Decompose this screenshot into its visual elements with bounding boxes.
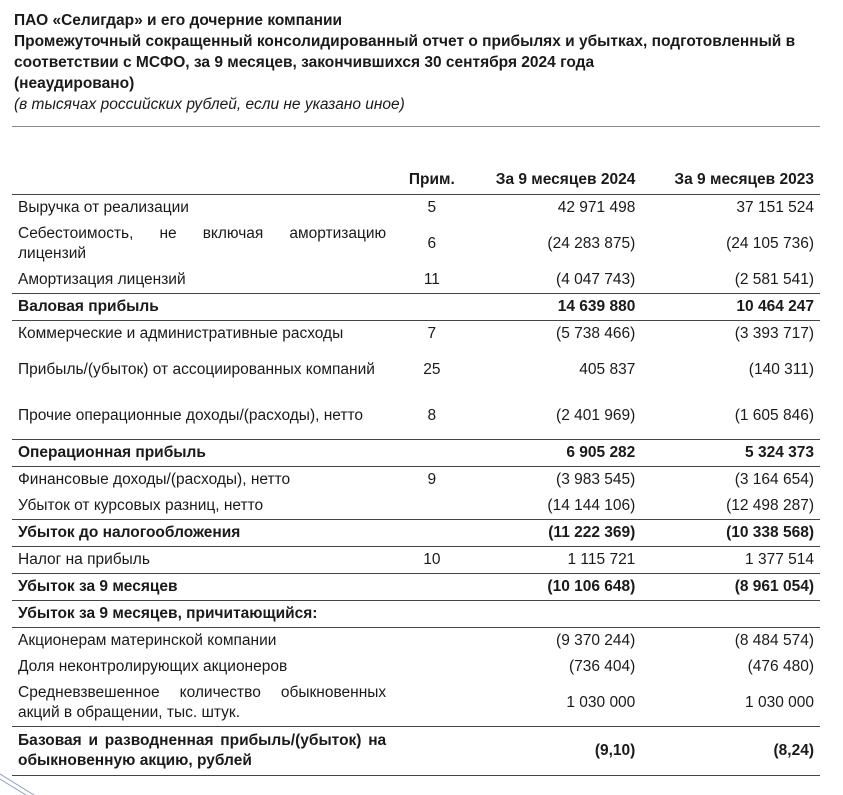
row-label: Базовая и разводненная прибыль/(убыток) на обыкновенную акцию, рублей — [12, 727, 392, 776]
row-value-2024: (9,10) — [472, 727, 642, 776]
row-label: Финансовые доходы/(расходы), нетто — [18, 471, 291, 488]
row-value-2024: (5 738 466) — [556, 325, 636, 342]
row-note: 11 — [423, 271, 440, 288]
row-value-2023: (8 961 054) — [641, 574, 820, 601]
report-title-line-2: соответствии с МСФО, за 9 месяцев, закончившихся 30 сентября 2024 года — [14, 54, 595, 71]
row-value-2024: 14 639 880 — [472, 294, 642, 321]
row-value-2023: (12 498 287) — [726, 497, 814, 514]
row-value-2024: 1 030 000 — [566, 694, 636, 711]
table-row — [12, 321, 820, 348]
row-label: Прибыль/(убыток) от ассоциированных компаний — [18, 361, 375, 378]
row-value-2024: (14 144 106) — [547, 497, 636, 514]
row-value-2023: (3 164 654) — [734, 471, 814, 488]
row-label: Налог на прибыль — [18, 551, 150, 568]
table-row-subtotal — [12, 520, 820, 547]
row-note: 25 — [423, 361, 441, 378]
table-row — [12, 654, 820, 680]
row-value-2023: (3 393 717) — [734, 325, 814, 342]
row-label: Средневзвешенное количество обыкновенных акций в обращении, тыс. штук. — [18, 684, 387, 721]
table-row — [12, 267, 820, 294]
row-value-2024: 405 837 — [579, 361, 636, 378]
table-row — [12, 493, 820, 520]
row-note — [392, 727, 471, 776]
row-label: Убыток до налогообложения — [12, 520, 392, 547]
report-title-line-3: (неаудировано) — [14, 75, 135, 92]
row-note: 9 — [427, 471, 437, 488]
row-value-2024: (11 222 369) — [472, 520, 642, 547]
header-label-cell — [12, 166, 392, 195]
row-value-2024: (4 047 743) — [556, 271, 636, 288]
row-note — [392, 628, 471, 655]
row-value-2023: 5 324 373 — [641, 440, 820, 467]
row-note: 8 — [427, 407, 437, 424]
row-value-2024 — [472, 601, 642, 628]
row-value-2024: (736 404) — [568, 658, 636, 675]
table-row — [12, 221, 820, 267]
table-row — [12, 467, 820, 494]
row-label: Коммерческие и административные расходы — [18, 325, 344, 342]
row-value-2024: (24 283 875) — [547, 235, 636, 252]
report-header — [14, 10, 834, 116]
row-note: 5 — [427, 199, 437, 216]
table-row — [12, 547, 820, 574]
header-note: Прим. — [392, 166, 471, 195]
row-value-2023: (476 480) — [747, 658, 814, 675]
row-value-2023: (140 311) — [748, 361, 814, 378]
report-title-line-1: Промежуточный сокращенный консолидированный отчет о прибылях и убытках, подготовленный в — [14, 33, 796, 50]
table-row-subtotal — [12, 440, 820, 467]
header-period-2023: За 9 месяцев 2023 — [641, 166, 820, 195]
table-row-section-heading — [12, 601, 820, 628]
row-label: Убыток за 9 месяцев — [12, 574, 392, 601]
row-value-2024: 6 905 282 — [472, 440, 642, 467]
row-note — [392, 294, 471, 321]
row-note — [392, 601, 471, 628]
row-note: 10 — [423, 551, 441, 568]
row-value-2023: 10 464 247 — [641, 294, 820, 321]
row-label: Акционерам материнской компании — [18, 632, 277, 649]
table-row — [12, 680, 820, 727]
scan-artifact-mark — [0, 770, 40, 795]
table-row-eps — [12, 727, 820, 776]
row-note — [392, 680, 471, 727]
table-row — [12, 628, 820, 655]
row-label: Доля неконтролирующих акционеров — [18, 658, 288, 675]
table-row — [12, 393, 820, 440]
header-period-2024: За 9 месяцев 2024 — [472, 166, 642, 195]
row-value-2023: (2 581 541) — [734, 271, 814, 288]
company-name: ПАО «Селигдар» и его дочерние компании — [14, 12, 343, 29]
row-label: Операционная прибыль — [12, 440, 392, 467]
row-value-2023: 37 151 524 — [736, 199, 814, 216]
row-value-2023: (24 105 736) — [726, 235, 814, 252]
row-value-2023: (1 605 846) — [734, 407, 814, 424]
row-value-2024: (2 401 969) — [556, 407, 636, 424]
units-note: (в тысячах российских рублей, если не указано иное) — [14, 96, 405, 113]
row-value-2024: 1 115 721 — [567, 551, 636, 568]
table-row-subtotal — [12, 574, 820, 601]
row-value-2024: 42 971 498 — [557, 199, 636, 216]
row-value-2024: (10 106 648) — [472, 574, 642, 601]
header-divider — [12, 126, 820, 127]
row-note — [392, 654, 471, 680]
row-value-2023: 1 030 000 — [745, 694, 814, 711]
income-statement-table — [12, 166, 820, 776]
row-value-2023 — [641, 601, 820, 628]
table-header-row — [12, 166, 820, 195]
row-note — [392, 440, 471, 467]
row-value-2024: (9 370 244) — [556, 632, 636, 649]
row-value-2024: (3 983 545) — [556, 471, 636, 488]
row-label: Убыток от курсовых разниц, нетто — [18, 497, 264, 514]
row-value-2023: (10 338 568) — [641, 520, 820, 547]
row-label: Прочие операционные доходы/(расходы), нетто — [18, 407, 364, 424]
row-value-2023: 1 377 514 — [745, 551, 814, 568]
row-label: Себестоимость, не включая амортизацию лицензий — [18, 225, 387, 262]
row-note — [392, 520, 471, 547]
row-value-2023: (8 484 574) — [734, 632, 814, 649]
row-value-2023: (8,24) — [641, 727, 820, 776]
table-row — [12, 347, 820, 393]
row-label: Убыток за 9 месяцев, причитающийся: — [12, 601, 392, 628]
row-label: Валовая прибыль — [12, 294, 392, 321]
row-note — [392, 574, 471, 601]
row-label: Амортизация лицензий — [18, 271, 186, 288]
table-row — [12, 195, 820, 222]
row-note: 6 — [427, 235, 437, 252]
table-row-subtotal — [12, 294, 820, 321]
row-note — [392, 493, 471, 520]
row-note: 7 — [427, 325, 437, 342]
row-label: Выручка от реализации — [18, 199, 189, 216]
